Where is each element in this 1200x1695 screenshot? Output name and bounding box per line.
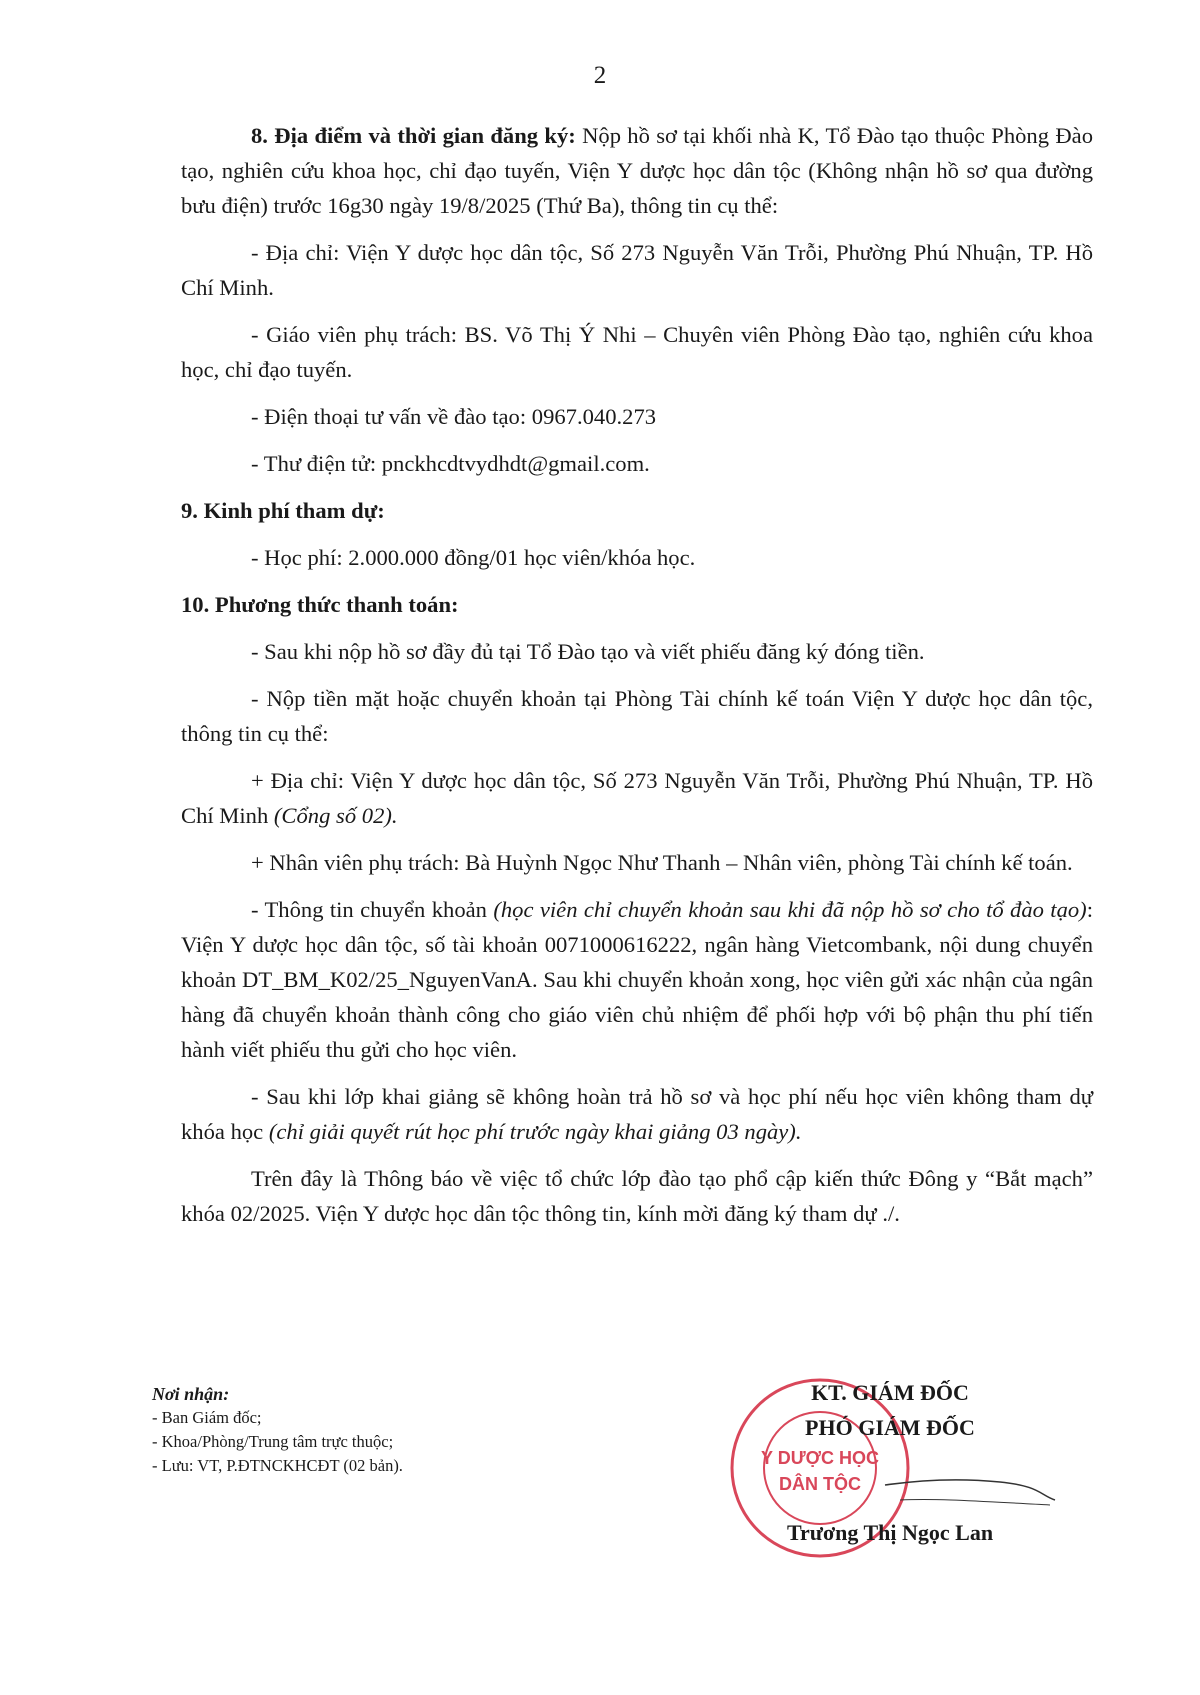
section-10-heading-text: 10. Phương thức thanh toán:: [181, 592, 459, 617]
recipient-item: - Khoa/Phòng/Trung tâm trực thuộc;: [152, 1432, 394, 1451]
page-number: 2: [593, 62, 607, 89]
section-8-email: - Thư điện tử: pnckhcdtvydhdt@gmail.com.: [251, 451, 650, 476]
section-8-paragraph: [181, 118, 1093, 223]
recipient-item: - Ban Giám đốc;: [152, 1408, 262, 1427]
section-10-p3-italic: (Cổng số 02).: [273, 803, 398, 828]
section-10-p5-b: : Viện Y dược học dân tộc, số tài khoản 0071000616222, ngân hàng Vietcombank, nội dung chuyển khoản DT_BM_K02/25_NguyenVanA. Sau khi chuyển khoản xong, học viên gửi xác nhận của ngân hàng đã chuyển khoản thành công cho giáo viên chủ nhiệm để phối hợp với bộ phận thu phí tiến hành viết phiếu thu gửi cho học viên.: [181, 897, 1093, 1062]
handwritten-signature-icon: [880, 1440, 1060, 1520]
section-10-p6: [181, 1079, 1093, 1149]
section-10-p3-text: + Địa chỉ: Viện Y dược học dân tộc, Số 273 Nguyễn Văn Trỗi, Phường Phú Nhuận, TP. Hồ Chí Minh: [181, 768, 1093, 828]
section-10-p2: - Nộp tiền mặt hoặc chuyển khoản tại Phòng Tài chính kế toán Viện Y dược học dân tộc, thông tin cụ thể:: [181, 686, 1093, 746]
svg-text:DÂN TỘC: DÂN TỘC: [779, 1474, 861, 1494]
signature-title: [740, 1375, 1040, 1445]
document-body: [181, 118, 1093, 1243]
svg-text:Y DƯỢC HỌC: Y DƯỢC HỌC: [761, 1448, 879, 1468]
section-10-p3: [181, 763, 1093, 833]
recipients-block: [152, 1382, 403, 1478]
section-8-address: - Địa chỉ: Viện Y dược học dân tộc, Số 273 Nguyễn Văn Trỗi, Phường Phú Nhuận, TP. Hồ Chí Minh.: [181, 240, 1093, 300]
section-8-teacher: - Giáo viên phụ trách: BS. Võ Thị Ý Nhi – Chuyên viên Phòng Đào tạo, nghiên cứu khoa học, chỉ đạo tuyến.: [181, 322, 1093, 382]
signature-line1: KT. GIÁM ĐỐC: [811, 1380, 969, 1405]
recipients-title: Nơi nhận:: [152, 1384, 230, 1404]
section-8-phone: - Điện thoại tư vấn về đào tạo: 0967.040.273: [251, 404, 657, 429]
section-10-p1: - Sau khi nộp hồ sơ đầy đủ tại Tổ Đào tạo và viết phiếu đăng ký đóng tiền.: [251, 639, 925, 664]
section-8-heading: 8. Địa điểm và thời gian đăng ký:: [251, 123, 576, 148]
section-10-p5-a: - Thông tin chuyển khoản: [251, 897, 494, 922]
section-10-p5: [181, 892, 1093, 1067]
closing-paragraph: Trên đây là Thông báo về việc tổ chức lớp đào tạo phổ cập kiến thức Đông y “Bắt mạch” khóa 02/2025. Viện Y dược học dân tộc thông tin, kính mời đăng ký tham dự ./.: [181, 1166, 1093, 1226]
signature-line2: PHÓ GIÁM ĐỐC: [805, 1415, 975, 1440]
section-8-text: Nộp hồ sơ tại khối nhà K, Tổ Đào tạo thuộc Phòng Đào tạo, nghiên cứu khoa học, chỉ đạo tuyến, Viện Y dược học dân tộc (Không nhận hồ sơ qua đường bưu điện) trước 16g30 ngày 19/8/2025 (Thứ Ba), thông tin cụ thể:: [181, 123, 1093, 218]
section-10-heading: [181, 587, 1093, 622]
section-9-heading-text: 9. Kinh phí tham dự:: [181, 498, 385, 523]
section-9-fee: - Học phí: 2.000.000 đồng/01 học viên/khóa học.: [251, 545, 696, 570]
signer-name: Trương Thị Ngọc Lan: [786, 1520, 994, 1545]
section-10-p6-italic: (chỉ giải quyết rút học phí trước ngày khai giảng 03 ngày).: [268, 1119, 802, 1144]
section-10-p6-a: - Sau khi lớp khai giảng sẽ không hoàn trả hồ sơ và học phí nếu học viên không tham dự khóa học: [181, 1084, 1093, 1144]
section-9-heading: [181, 493, 1093, 528]
section-10-p5-italic: (học viên chỉ chuyển khoản sau khi đã nộp hồ sơ cho tổ đào tạo): [493, 897, 1087, 922]
recipient-item: - Lưu: VT, P.ĐTNCKHCĐT (02 bản).: [152, 1456, 403, 1475]
section-10-p4: + Nhân viên phụ trách: Bà Huỳnh Ngọc Như Thanh – Nhân viên, phòng Tài chính kế toán.: [251, 850, 1073, 875]
